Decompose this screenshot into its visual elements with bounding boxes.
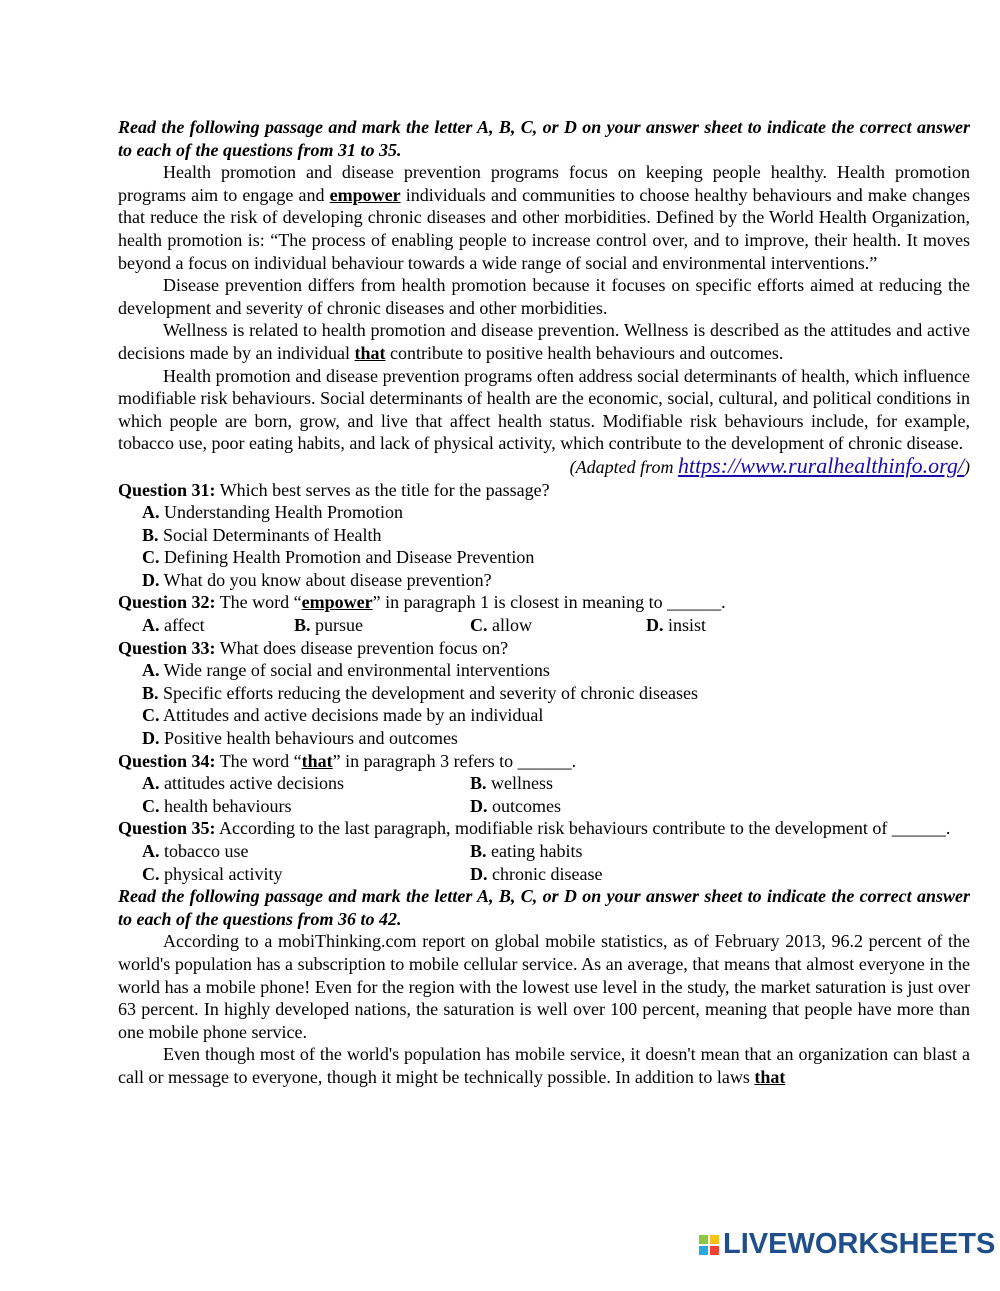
logo-text: LIVEWORKSHEETS — [723, 1228, 996, 1260]
key-word: empower — [329, 184, 401, 205]
option-letter: C. — [142, 547, 160, 568]
logo-square — [699, 1235, 708, 1244]
option-text: Defining Health Promotion and Disease Prevention — [159, 547, 535, 568]
option-text: Understanding Health Promotion — [159, 502, 403, 523]
answer-option-a[interactable] — [142, 659, 970, 682]
answer-option-d[interactable] — [470, 863, 970, 886]
paragraph — [118, 319, 970, 364]
question — [118, 750, 970, 818]
option-text: outcomes — [487, 795, 561, 816]
answer-option-c[interactable] — [142, 795, 470, 818]
question-stem — [118, 637, 970, 660]
option-letter: D. — [646, 615, 664, 636]
option-letter: B. — [142, 682, 159, 703]
option-letter: C. — [142, 795, 160, 816]
question-stem — [118, 750, 970, 773]
option-letter: B. — [470, 841, 487, 861]
questions — [118, 479, 970, 886]
text-run: Health promotion and disease prevention programs focus on keeping people healthy. Health promotion programs aim to engage and — [118, 162, 970, 205]
source-citation — [118, 452, 970, 479]
logo-square — [710, 1246, 719, 1255]
text-run: ” in paragraph 1 is closest in meaning to ______. — [372, 592, 726, 613]
answer-option-c[interactable] — [142, 704, 970, 727]
question-number: Question 31: — [118, 479, 216, 500]
options — [118, 614, 970, 637]
answer-option-b[interactable] — [470, 840, 970, 863]
options — [118, 659, 970, 749]
option-letter: B. — [142, 524, 159, 545]
option-text: Wide range of social and environmental interventions — [159, 660, 550, 681]
answer-option-b[interactable] — [294, 614, 470, 637]
option-text: wellness — [486, 773, 554, 794]
option-letter: A. — [142, 615, 160, 636]
passage1-body — [118, 161, 970, 455]
key-word: that — [354, 342, 386, 363]
answer-option-a[interactable] — [142, 501, 970, 524]
option-letter: D. — [142, 728, 160, 749]
option-text: chronic disease — [487, 863, 603, 884]
option-text: health behaviours — [159, 795, 292, 816]
option-text: affect — [159, 615, 205, 636]
text-run: Which best serves as the title for the passage? — [215, 479, 550, 500]
logo-square — [710, 1235, 719, 1244]
option-text: tobacco use — [159, 841, 249, 861]
answer-option-b[interactable] — [142, 682, 970, 705]
paragraph — [118, 365, 970, 455]
text-run: Disease prevention differs from health promotion because it focuses on specific efforts aimed at reducing the development and severity of chronic diseases and other morbidities. — [118, 275, 970, 318]
options — [118, 772, 970, 817]
text-run: The word “ — [215, 750, 302, 771]
answer-option-c[interactable] — [142, 863, 470, 886]
text-run: Even though most of the world's population has mobile service, it doesn't mean that an organization can blast a call or message to everyone, though it might be technically possible. In addition to laws — [118, 1044, 970, 1087]
option-text: allow — [487, 615, 532, 636]
answer-option-c[interactable] — [470, 614, 646, 637]
question-number: Question 35: — [118, 818, 216, 839]
option-letter: A. — [142, 502, 160, 523]
option-text: Attitudes and active decisions made by an individual — [159, 705, 544, 726]
text-run: ” in paragraph 3 refers to ______. — [332, 750, 577, 771]
text-run: Wellness is related to health promotion and disease prevention. Wellness is described as the attitudes and active decisions made by an individual — [118, 320, 970, 363]
option-text: Social Determinants of Health — [158, 524, 382, 545]
passage1-instruction: Read the following passage and mark the letter A, B, C, or D on your answer sheet to indicate the correct answer to each of the questions from 31 to 35. — [118, 117, 970, 160]
key-word: that — [301, 750, 333, 771]
question-stem — [118, 591, 970, 614]
text-run: Health promotion and disease prevention programs often address social determinants of health, which influence modifiable risk behaviours. Social determinants of health are the economic, social, cultural, and political conditions in which people are born, grow, and live that affect health status. Modifiable risk behaviours include, for example, tobacco use, poor eating habits, and lack of physical activity, which contribute to the development of chronic disease. — [118, 365, 970, 454]
option-letter: C. — [470, 615, 488, 636]
paragraph — [118, 1043, 970, 1088]
option-letter: D. — [142, 569, 160, 590]
option-letter: A. — [142, 660, 160, 681]
text-run: The word “ — [215, 592, 302, 613]
question-number: Question 34: — [118, 750, 216, 771]
option-letter: D. — [470, 795, 488, 816]
answer-option-d[interactable] — [142, 569, 970, 592]
option-text: attitudes active decisions — [159, 773, 344, 794]
question — [118, 637, 970, 750]
question-stem — [118, 479, 970, 502]
text-run: individuals and communities to choose healthy behaviours and make changes that reduce the risk of developing chronic diseases and other morbidities. Defined by the World Health Organization, health promotion is: “The process of enabling people to increase control over, and to improve, their health. It moves beyond a focus on individual behaviour towards a wide range of social and environmental interventions.” — [118, 184, 970, 273]
question — [118, 479, 970, 592]
answer-option-d[interactable] — [646, 614, 970, 637]
paragraph — [118, 274, 970, 319]
answer-option-c[interactable] — [142, 546, 970, 569]
option-letter: A. — [142, 841, 160, 861]
liveworksheets-logo — [698, 1228, 995, 1261]
answer-option-d[interactable] — [142, 727, 970, 750]
option-text: Specific efforts reducing the development and severity of chronic diseases — [158, 682, 698, 703]
question — [118, 817, 970, 885]
source-suffix: ) — [964, 456, 970, 477]
passage2-instruction: Read the following passage and mark the letter A, B, C, or D on your answer sheet to indicate the correct answer to each of the questions from 36 to 42. — [118, 886, 970, 929]
question — [118, 591, 970, 636]
option-letter: D. — [470, 863, 488, 884]
option-text: What do you know about disease prevention? — [159, 569, 492, 590]
option-letter: B. — [294, 615, 311, 636]
worksheet-document — [118, 116, 970, 1089]
question-number: Question 32: — [118, 592, 216, 613]
option-letter: B. — [470, 773, 487, 794]
source-prefix: (Adapted from — [569, 456, 678, 477]
option-text: pursue — [310, 615, 364, 636]
options — [118, 840, 970, 885]
key-word: empower — [301, 592, 373, 613]
paragraph — [118, 930, 970, 1043]
option-text: physical activity — [159, 863, 283, 884]
answer-option-b[interactable] — [470, 772, 970, 795]
option-text: insist — [663, 615, 707, 636]
text-run: According to the last paragraph, modifiable risk behaviours contribute to the development of ______. — [215, 818, 951, 839]
options — [118, 501, 970, 591]
option-text: eating habits — [486, 841, 583, 861]
answer-option-a[interactable] — [142, 840, 470, 863]
source-link[interactable]: https://www.ruralhealthinfo.org/ — [677, 452, 964, 478]
answer-option-b[interactable] — [142, 524, 970, 547]
option-letter: C. — [142, 863, 160, 884]
question-stem — [118, 817, 970, 840]
text-run: What does disease prevention focus on? — [215, 637, 509, 658]
option-letter: A. — [142, 773, 160, 794]
answer-option-d[interactable] — [470, 795, 970, 818]
logo-square — [699, 1246, 708, 1255]
key-word: that — [754, 1066, 786, 1087]
question-number: Question 33: — [118, 637, 216, 658]
answer-option-a[interactable] — [142, 614, 294, 637]
text-run: contribute to positive health behaviours and outcomes. — [385, 342, 784, 363]
passage2-body — [118, 930, 970, 1088]
answer-option-a[interactable] — [142, 772, 470, 795]
option-letter: C. — [142, 705, 160, 726]
option-text: Positive health behaviours and outcomes — [159, 728, 458, 749]
paragraph — [118, 161, 970, 274]
text-run: According to a mobiThinking.com report on global mobile statistics, as of February 2013, 96.2 percent of the world's population has a subscription to mobile cellular service. As an average, that means that almost everyone in the world has a mobile phone! Even for the region with the lowest use level in the study, the market saturation is just over 63 percent. In highly developed nations, the saturation is well over 100 percent, meaning that people have more than one mobile phone service. — [118, 931, 970, 1042]
logo-squares-icon — [698, 1234, 720, 1256]
